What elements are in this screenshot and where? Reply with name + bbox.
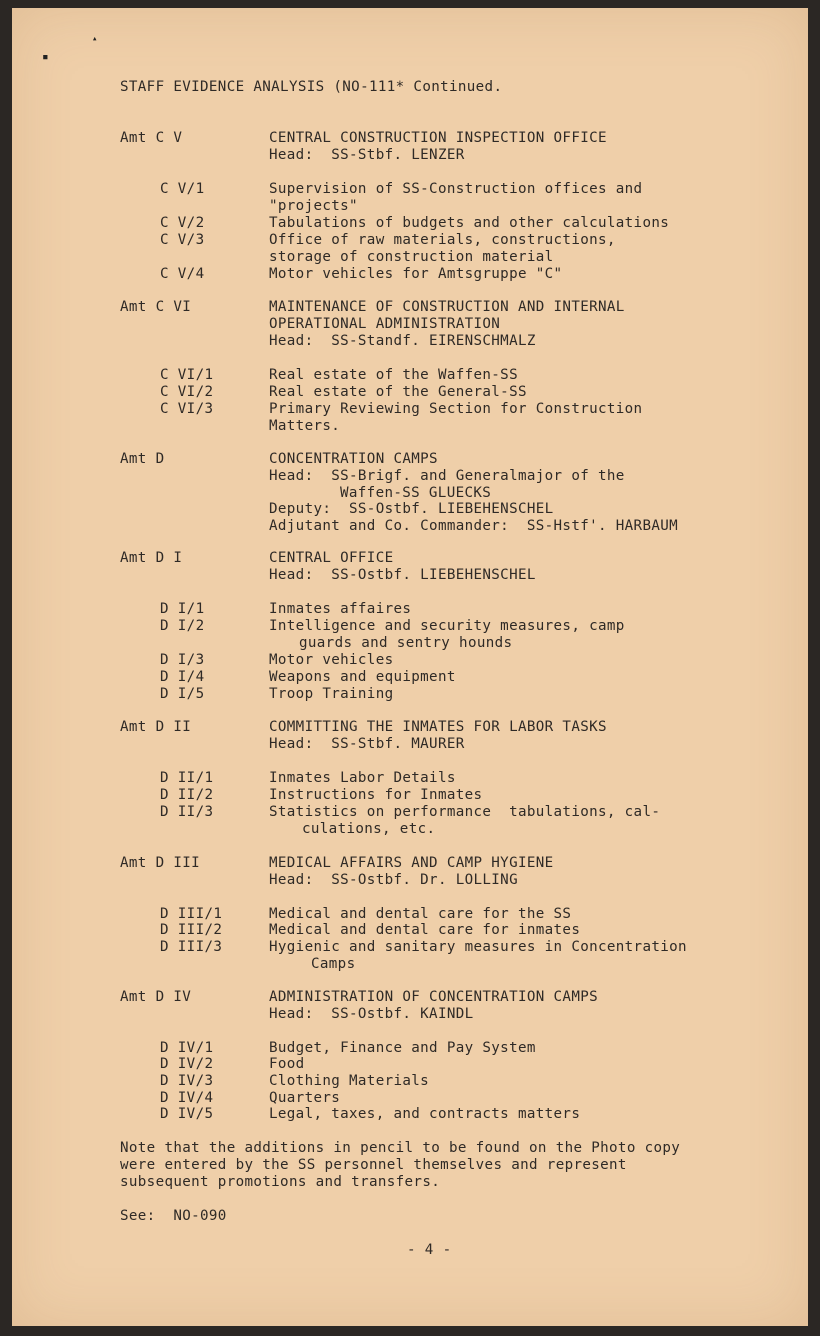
unit-name: Amt D IV	[120, 989, 192, 1005]
note-line: were entered by the SS personnel themselves and represent	[120, 1157, 627, 1173]
sub-code: D III/3	[160, 939, 223, 955]
unit-deputy: Deputy: SS-Ostbf. LIEBEHENSCHEL	[269, 501, 554, 517]
sub-desc: Supervision of SS-Construction offices and	[269, 181, 643, 197]
unit-name: Amt C VI	[120, 299, 192, 315]
sub-desc: Hygienic and sanitary measures in Concentration	[269, 939, 687, 955]
document-header: STAFF EVIDENCE ANALYSIS (NO-111* Continued.	[120, 79, 503, 95]
note-line: subsequent promotions and transfers.	[120, 1174, 441, 1190]
unit-name: Amt D I	[120, 550, 183, 566]
note-line: Note that the additions in pencil to be found on the Photo copy	[120, 1140, 681, 1156]
sub-desc: Intelligence and security measures, camp	[269, 618, 625, 634]
ink-speck: ▴	[92, 34, 98, 44]
sub-code: D II/3	[160, 804, 214, 820]
sub-desc-continued: Camps	[311, 956, 356, 972]
sub-desc-continued: culations, etc.	[302, 821, 436, 837]
sub-code: C VI/3	[160, 401, 214, 417]
unit-title: MEDICAL AFFAIRS AND CAMP HYGIENE	[269, 855, 554, 871]
sub-code: D IV/5	[160, 1106, 214, 1122]
unit-head: Head: SS-Stbf. MAURER	[269, 736, 465, 752]
unit-title-continued: OPERATIONAL ADMINISTRATION	[269, 316, 501, 332]
sub-code: D I/1	[160, 601, 205, 617]
sub-desc: Quarters	[269, 1090, 341, 1106]
sub-desc: Instructions for Inmates	[269, 787, 483, 803]
unit-head: Head: SS-Ostbf. KAINDL	[269, 1006, 474, 1022]
sub-code: D I/5	[160, 686, 205, 702]
unit-title: CENTRAL CONSTRUCTION INSPECTION OFFICE	[269, 130, 607, 146]
sub-code: D IV/4	[160, 1090, 214, 1106]
unit-head: Head: SS-Standf. EIRENSCHMALZ	[269, 333, 536, 349]
sub-desc: Inmates Labor Details	[269, 770, 456, 786]
unit-title: COMMITTING THE INMATES FOR LABOR TASKS	[269, 719, 607, 735]
sub-code: D IV/1	[160, 1040, 214, 1056]
ink-speck: ▪	[42, 50, 49, 63]
unit-adjutant: Adjutant and Co. Commander: SS-Hstf'. HARBAUM	[269, 518, 679, 534]
sub-code: D I/2	[160, 618, 205, 634]
sub-desc-continued: storage of construction material	[269, 249, 554, 265]
sub-desc: Medical and dental care for inmates	[269, 922, 581, 938]
sub-code: D I/4	[160, 669, 205, 685]
unit-head: Head: SS-Stbf. LENZER	[269, 147, 465, 163]
sub-desc-continued: guards and sentry hounds	[299, 635, 513, 651]
sub-desc: Legal, taxes, and contracts matters	[269, 1106, 581, 1122]
see-reference: See: NO-090	[120, 1208, 227, 1224]
sub-desc: Tabulations of budgets and other calculations	[269, 215, 670, 231]
sub-code: C V/3	[160, 232, 205, 248]
sub-desc: Primary Reviewing Section for Construction	[269, 401, 643, 417]
unit-head-continued: Waffen-SS GLUECKS	[340, 485, 492, 501]
unit-name: Amt D II	[120, 719, 192, 735]
sub-desc: Budget, Finance and Pay System	[269, 1040, 536, 1056]
sub-desc-continued: "projects"	[269, 198, 358, 214]
sub-desc: Troop Training	[269, 686, 394, 702]
sub-desc: Real estate of the Waffen-SS	[269, 367, 518, 383]
sub-code: D III/2	[160, 922, 223, 938]
sub-code: D II/1	[160, 770, 214, 786]
unit-name: Amt D	[120, 451, 165, 467]
sub-code: C V/1	[160, 181, 205, 197]
unit-head: Head: SS-Brigf. and Generalmajor of the	[269, 468, 625, 484]
unit-head: Head: SS-Ostbf. LIEBEHENSCHEL	[269, 567, 536, 583]
sub-desc: Food	[269, 1056, 305, 1072]
sub-desc: Statistics on performance tabulations, cal-	[269, 804, 661, 820]
sub-desc: Motor vehicles for Amtsgruppe "C"	[269, 266, 563, 282]
sub-code: C V/2	[160, 215, 205, 231]
sub-desc: Clothing Materials	[269, 1073, 430, 1089]
sub-desc: Medical and dental care for the SS	[269, 906, 572, 922]
sub-code: D III/1	[160, 906, 223, 922]
sub-code: C VI/2	[160, 384, 214, 400]
page-number: - 4 -	[407, 1242, 452, 1258]
unit-title: CENTRAL OFFICE	[269, 550, 394, 566]
sub-code: D IV/2	[160, 1056, 214, 1072]
sub-code: D II/2	[160, 787, 214, 803]
sub-desc: Office of raw materials, constructions,	[269, 232, 616, 248]
sub-code: C V/4	[160, 266, 205, 282]
unit-title: MAINTENANCE OF CONSTRUCTION AND INTERNAL	[269, 299, 625, 315]
sub-code: C VI/1	[160, 367, 214, 383]
unit-head: Head: SS-Ostbf. Dr. LOLLING	[269, 872, 518, 888]
sub-desc: Real estate of the General-SS	[269, 384, 527, 400]
unit-name: Amt C V	[120, 130, 183, 146]
sub-code: D I/3	[160, 652, 205, 668]
unit-title: ADMINISTRATION OF CONCENTRATION CAMPS	[269, 989, 598, 1005]
unit-title: CONCENTRATION CAMPS	[269, 451, 438, 467]
unit-name: Amt D III	[120, 855, 201, 871]
sub-code: D IV/3	[160, 1073, 214, 1089]
sub-desc: Motor vehicles	[269, 652, 394, 668]
sub-desc: Weapons and equipment	[269, 669, 456, 685]
sub-desc: Inmates affaires	[269, 601, 412, 617]
sub-desc-continued: Matters.	[269, 418, 341, 434]
